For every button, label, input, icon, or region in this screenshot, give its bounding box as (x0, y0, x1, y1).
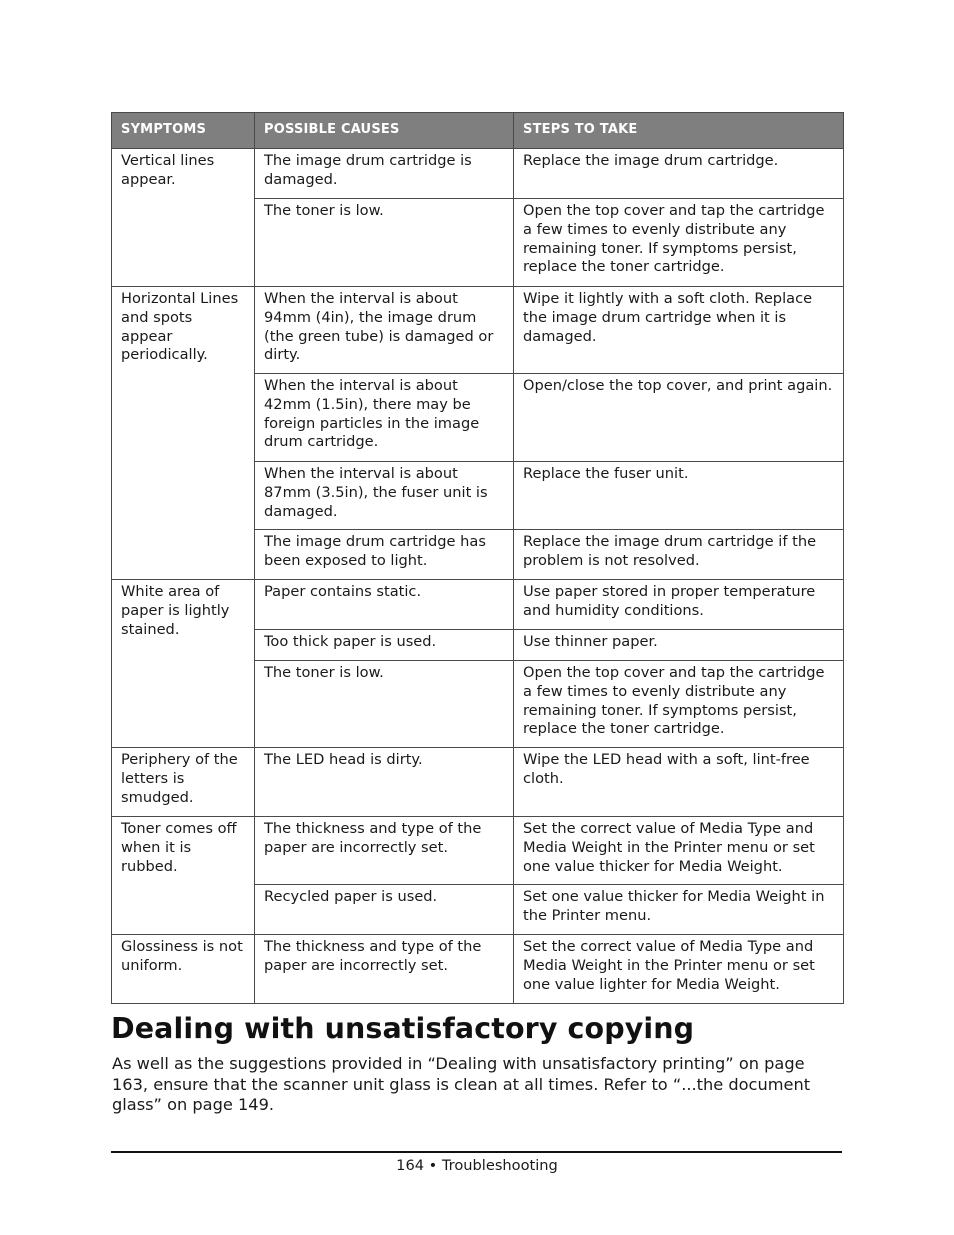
cause-cell: The thickness and type of the paper are incorrectly set. (255, 935, 514, 1004)
header-symptoms: SYMPTOMS (112, 113, 255, 149)
symptom-cell: Vertical lines appear. (112, 149, 255, 287)
step-cell: Replace the image drum cartridge if the problem is not resolved. (514, 530, 844, 580)
table-row (112, 748, 844, 817)
step-cell: Set one value thicker for Media Weight in the Printer menu. (514, 885, 844, 935)
step-cell: Use thinner paper. (514, 630, 844, 661)
cause-cell: The LED head is dirty. (255, 748, 514, 817)
header-possible-causes: POSSIBLE CAUSES (255, 113, 514, 149)
table-row (112, 817, 844, 885)
cause-cell: When the interval is about 94mm (4in), the image drum (the green tube) is damaged or dirty. (255, 287, 514, 374)
section-body-text: As well as the suggestions provided in “Dealing with unsatisfactory printing” on page 163, ensure that the scanner unit glass is clean at all times. Refer to “...the document glass” on page 149. (112, 1054, 811, 1115)
cause-cell: The image drum cartridge is damaged. (255, 149, 514, 199)
symptom-cell: Glossiness is not uniform. (112, 935, 255, 1004)
symptom-cell: White area of paper is lightly stained. (112, 580, 255, 748)
step-cell: Open the top cover and tap the cartridge a few times to evenly distribute any remaining toner. If symptoms persist, replace the toner cartridge. (514, 199, 844, 287)
cause-cell: The toner is low. (255, 199, 514, 287)
header-steps-to-take: STEPS TO TAKE (514, 113, 844, 149)
table-row (112, 287, 844, 374)
troubleshooting-table (111, 112, 844, 1004)
table-row (112, 580, 844, 630)
cause-cell: The image drum cartridge has been exposed to light. (255, 530, 514, 580)
step-cell: Replace the image drum cartridge. (514, 149, 844, 199)
table-row (112, 149, 844, 199)
table-header-row (112, 113, 844, 149)
symptom-cell: Toner comes off when it is rubbed. (112, 817, 255, 935)
cause-cell: Paper contains static. (255, 580, 514, 630)
section-heading: Dealing with unsatisfactory copying (111, 1012, 695, 1045)
symptom-cell: Horizontal Lines and spots appear periodically. (112, 287, 255, 580)
step-cell: Wipe it lightly with a soft cloth. Replace the image drum cartridge when it is damaged. (514, 287, 844, 374)
step-cell: Open/close the top cover, and print again. (514, 374, 844, 462)
step-cell: Replace the fuser unit. (514, 462, 844, 530)
cause-cell: When the interval is about 87mm (3.5in), the fuser unit is damaged. (255, 462, 514, 530)
cause-cell: The toner is low. (255, 661, 514, 748)
footer-divider (111, 1151, 842, 1153)
cause-cell: The thickness and type of the paper are incorrectly set. (255, 817, 514, 885)
step-cell: Use paper stored in proper temperature and humidity conditions. (514, 580, 844, 630)
page-footer: 164 • Troubleshooting (396, 1157, 558, 1174)
step-cell: Set the correct value of Media Type and Media Weight in the Printer menu or set one value lighter for Media Weight. (514, 935, 844, 1004)
cause-cell: When the interval is about 42mm (1.5in), there may be foreign particles in the image drum cartridge. (255, 374, 514, 462)
table-row (112, 935, 844, 1004)
symptom-cell: Periphery of the letters is smudged. (112, 748, 255, 817)
cause-cell: Too thick paper is used. (255, 630, 514, 661)
step-cell: Open the top cover and tap the cartridge a few times to evenly distribute any remaining toner. If symptoms persist, replace the toner cartridge. (514, 661, 844, 748)
step-cell: Wipe the LED head with a soft, lint-free cloth. (514, 748, 844, 817)
cause-cell: Recycled paper is used. (255, 885, 514, 935)
step-cell: Set the correct value of Media Type and Media Weight in the Printer menu or set one value thicker for Media Weight. (514, 817, 844, 885)
